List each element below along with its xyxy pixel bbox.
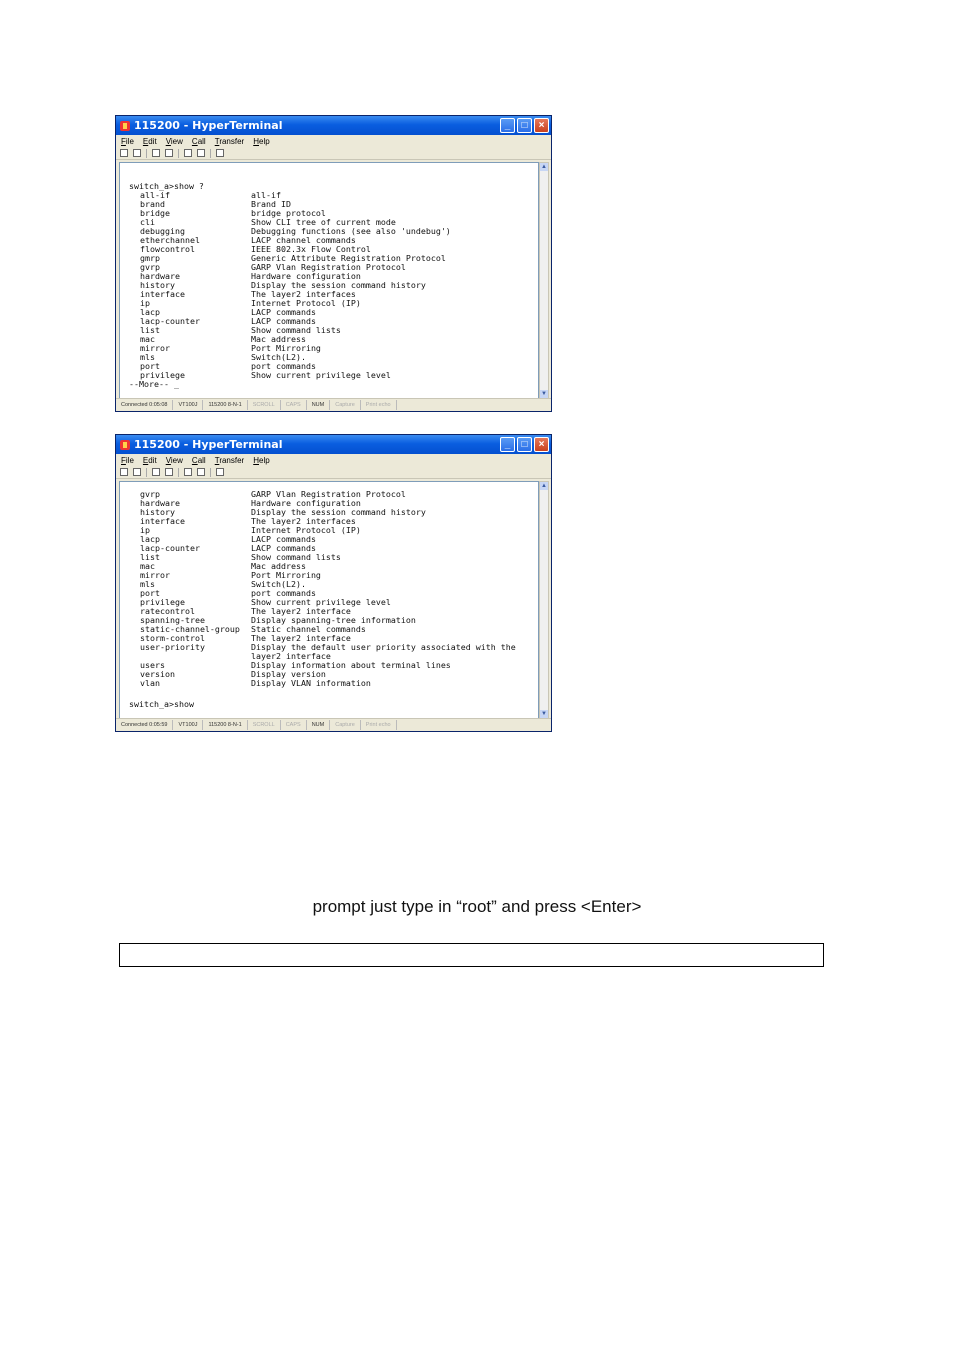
- toolbar: [116, 466, 551, 479]
- menu-view[interactable]: View: [165, 455, 183, 465]
- command-description: Internet Protocol (IP): [251, 298, 361, 308]
- status-capture: Capture: [330, 400, 361, 410]
- command-name: mirror: [140, 570, 170, 580]
- command-name: lacp-counter: [140, 543, 200, 553]
- command-description: Debugging functions (see also 'undebug'): [251, 226, 451, 236]
- terminal-output[interactable]: [119, 481, 539, 719]
- new-connection-icon[interactable]: [120, 468, 128, 476]
- command-name: port: [140, 588, 160, 598]
- vertical-scrollbar[interactable]: [539, 162, 549, 399]
- command-description: Display the session command history: [251, 507, 426, 517]
- window-title: 115200 - HyperTerminal: [134, 119, 283, 132]
- status-echo: Print echo: [361, 400, 397, 410]
- command-description: Switch(L2).: [251, 352, 306, 362]
- command-description: The layer2 interfaces: [251, 516, 356, 526]
- command-description: LACP commands: [251, 307, 316, 317]
- command-name: user-priority: [140, 642, 205, 652]
- command-description: Show command lists: [251, 325, 341, 335]
- instruction-caption: prompt just type in “root” and press <Enter>: [312, 897, 642, 916]
- command-name: static-channel-group: [140, 624, 240, 634]
- command-name: debugging: [140, 226, 185, 236]
- status-num: NUM: [307, 720, 331, 730]
- scroll-up-icon[interactable]: ▲: [541, 164, 547, 170]
- command-description: Static channel commands: [251, 624, 366, 634]
- status-settings: 115200 8-N-1: [203, 720, 247, 730]
- command-description: GARP Vlan Registration Protocol: [251, 262, 406, 272]
- command-description: LACP commands: [251, 316, 316, 326]
- menu-edit[interactable]: Edit: [142, 455, 157, 465]
- status-caps: CAPS: [281, 400, 307, 410]
- menu-call[interactable]: Call: [191, 136, 206, 146]
- status-bar: [116, 398, 551, 411]
- command-name: mls: [140, 352, 155, 362]
- command-description: Show current privilege level: [251, 370, 391, 380]
- command-name: port: [140, 361, 160, 371]
- command-description: Display spanning-tree information: [251, 615, 416, 625]
- command-name: hardware: [140, 498, 180, 508]
- toolbar-separator: [178, 468, 179, 477]
- status-emulation: VT100J: [173, 720, 203, 730]
- toolbar-separator: [210, 149, 211, 158]
- command-name: list: [140, 325, 160, 335]
- command-description: Generic Attribute Registration Protocol: [251, 253, 446, 263]
- hyperterminal-icon: [120, 121, 130, 131]
- command-name: mls: [140, 579, 155, 589]
- command-name: mac: [140, 334, 155, 344]
- command-description: Display VLAN information: [251, 678, 371, 688]
- command-description: The layer2 interface: [251, 633, 351, 643]
- command-description: port commands: [251, 588, 316, 598]
- status-connected: Connected 0:05:59: [116, 720, 173, 730]
- toolbar-separator: [210, 468, 211, 477]
- command-name: hardware: [140, 271, 180, 281]
- title-bar[interactable]: [116, 116, 551, 135]
- menu-view[interactable]: View: [165, 136, 183, 146]
- status-scroll: SCROLL: [248, 720, 281, 730]
- menu-transfer[interactable]: Transfer: [214, 455, 245, 465]
- command-name: vlan: [140, 678, 160, 688]
- command-description: Display version: [251, 669, 326, 679]
- menu-help[interactable]: Help: [253, 136, 270, 146]
- command-name: privilege: [140, 597, 185, 607]
- command-description: Hardware configuration: [251, 498, 361, 508]
- command-name: lacp: [140, 534, 160, 544]
- menu-file[interactable]: File: [121, 136, 134, 146]
- status-num: NUM: [307, 400, 331, 410]
- status-bar: [116, 718, 551, 731]
- disconnect-icon[interactable]: [165, 468, 173, 476]
- close-button[interactable]: ×: [534, 118, 549, 133]
- empty-text-box: [119, 943, 824, 967]
- command-name: privilege: [140, 370, 185, 380]
- command-description: GARP Vlan Registration Protocol: [251, 489, 406, 499]
- command-name: ip: [140, 298, 150, 308]
- command-name: storm-control: [140, 633, 205, 643]
- command-name: ip: [140, 525, 150, 535]
- scroll-up-icon[interactable]: ▲: [541, 483, 547, 489]
- connect-icon[interactable]: [152, 468, 160, 476]
- command-name: interface: [140, 289, 185, 299]
- command-description: Brand ID: [251, 199, 291, 209]
- receive-icon[interactable]: [197, 149, 205, 157]
- scroll-down-icon[interactable]: ▼: [541, 391, 547, 397]
- status-caps: CAPS: [281, 720, 307, 730]
- properties-icon[interactable]: [216, 149, 224, 157]
- command-name: cli: [140, 217, 155, 227]
- command-description: LACP commands: [251, 543, 316, 553]
- open-icon[interactable]: [133, 468, 141, 476]
- command-description: bridge protocol: [251, 208, 326, 218]
- command-name: brand: [140, 199, 165, 209]
- status-echo: Print echo: [361, 720, 397, 730]
- terminal-output[interactable]: [119, 162, 539, 399]
- command-name: etherchannel: [140, 235, 200, 245]
- command-description: Internet Protocol (IP): [251, 525, 361, 535]
- command-name: gvrp: [140, 489, 160, 499]
- command-description: IEEE 802.3x Flow Control: [251, 244, 371, 254]
- command-name: gvrp: [140, 262, 160, 272]
- command-description: The layer2 interface: [251, 606, 351, 616]
- command-description: LACP channel commands: [251, 235, 356, 245]
- menu-bar: [116, 135, 551, 147]
- command-description: Mac address: [251, 334, 306, 344]
- terminal-prompt: switch_a>show ?: [129, 181, 204, 191]
- command-description: Hardware configuration: [251, 271, 361, 281]
- more-prompt: --More-- _: [129, 379, 179, 389]
- status-connected: Connected 0:05:08: [116, 400, 173, 410]
- maximize-button[interactable]: □: [517, 437, 532, 452]
- command-description: Port Mirroring: [251, 343, 321, 353]
- command-name: all-if: [140, 190, 170, 200]
- command-description: all-if: [251, 190, 281, 200]
- command-description: Display the session command history: [251, 280, 426, 290]
- scroll-down-icon[interactable]: ▼: [541, 711, 547, 717]
- send-icon[interactable]: [184, 468, 192, 476]
- hyperterminal-window-1: [115, 115, 552, 412]
- menu-edit[interactable]: Edit: [142, 136, 157, 146]
- hyperterminal-window-2: [115, 434, 552, 732]
- command-name: spanning-tree: [140, 615, 205, 625]
- receive-icon[interactable]: [197, 468, 205, 476]
- disconnect-icon[interactable]: [165, 149, 173, 157]
- vertical-scrollbar[interactable]: [539, 481, 549, 719]
- menu-file[interactable]: File: [121, 455, 134, 465]
- maximize-button[interactable]: □: [517, 118, 532, 133]
- command-description: Display the default user priority associated with the: [251, 642, 516, 652]
- minimize-button[interactable]: _: [500, 437, 515, 452]
- open-icon[interactable]: [133, 149, 141, 157]
- command-description: Port Mirroring: [251, 570, 321, 580]
- command-name: flowcontrol: [140, 244, 195, 254]
- minimize-button[interactable]: _: [500, 118, 515, 133]
- command-name: lacp-counter: [140, 316, 200, 326]
- command-name: list: [140, 552, 160, 562]
- terminal-prompt: switch_a>show: [129, 699, 194, 709]
- title-bar[interactable]: [116, 435, 551, 454]
- command-description: LACP commands: [251, 534, 316, 544]
- command-name: mirror: [140, 343, 170, 353]
- command-description: Show command lists: [251, 552, 341, 562]
- menu-help[interactable]: Help: [253, 455, 270, 465]
- command-name: users: [140, 660, 165, 670]
- command-name: gmrp: [140, 253, 160, 263]
- command-name: mac: [140, 561, 155, 571]
- status-settings: 115200 8-N-1: [203, 400, 247, 410]
- menu-transfer[interactable]: Transfer: [214, 136, 245, 146]
- status-capture: Capture: [330, 720, 361, 730]
- command-description: layer2 interface: [251, 651, 331, 661]
- window-title: 115200 - HyperTerminal: [134, 438, 283, 451]
- new-connection-icon[interactable]: [120, 149, 128, 157]
- toolbar-separator: [146, 468, 147, 477]
- status-scroll: SCROLL: [248, 400, 281, 410]
- send-icon[interactable]: [184, 149, 192, 157]
- command-description: Switch(L2).: [251, 579, 306, 589]
- command-description: Show current privilege level: [251, 597, 391, 607]
- command-name: interface: [140, 516, 185, 526]
- menu-bar: [116, 454, 551, 466]
- connect-icon[interactable]: [152, 149, 160, 157]
- command-name: bridge: [140, 208, 170, 218]
- close-button[interactable]: ×: [534, 437, 549, 452]
- command-description: Show CLI tree of current mode: [251, 217, 396, 227]
- hyperterminal-icon: [120, 440, 130, 450]
- toolbar: [116, 147, 551, 160]
- command-description: port commands: [251, 361, 316, 371]
- command-name: lacp: [140, 307, 160, 317]
- command-name: version: [140, 669, 175, 679]
- command-description: Mac address: [251, 561, 306, 571]
- menu-call[interactable]: Call: [191, 455, 206, 465]
- command-name: ratecontrol: [140, 606, 195, 616]
- command-description: The layer2 interfaces: [251, 289, 356, 299]
- status-emulation: VT100J: [173, 400, 203, 410]
- toolbar-separator: [146, 149, 147, 158]
- command-name: history: [140, 507, 175, 517]
- command-name: history: [140, 280, 175, 290]
- toolbar-separator: [178, 149, 179, 158]
- properties-icon[interactable]: [216, 468, 224, 476]
- command-description: Display information about terminal lines: [251, 660, 451, 670]
